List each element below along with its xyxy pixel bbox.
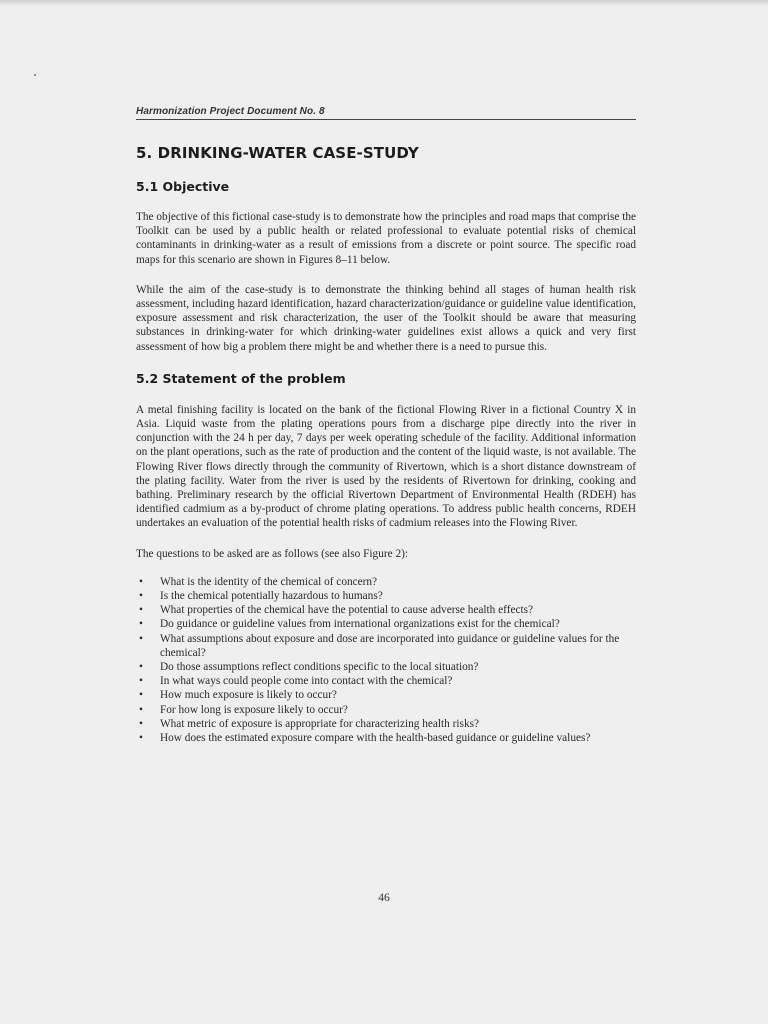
question-text: How much exposure is likely to occur? (160, 689, 337, 702)
bullet-icon: • (139, 675, 143, 688)
question-text: Is the chemical potentially hazardous to humans? (160, 590, 383, 603)
list-item (136, 589, 636, 603)
list-item (136, 731, 636, 745)
question-text: What is the identity of the chemical of concern? (160, 575, 378, 588)
list-item (136, 617, 636, 631)
question-text: Do those assumptions reflect conditions specific to the local situation? (160, 661, 479, 674)
list-item (136, 703, 636, 717)
list-item (136, 632, 636, 660)
bullet-icon: • (139, 618, 143, 631)
bullet-icon: • (139, 732, 143, 745)
document-page (136, 106, 636, 745)
objective-heading: 5.1 Objective (136, 179, 230, 194)
statement-heading: 5.2 Statement of the problem (136, 370, 346, 386)
scan-edge (0, 0, 768, 6)
bullet-icon: • (139, 604, 143, 617)
questions-list (136, 575, 636, 745)
bullet-icon: • (139, 689, 143, 702)
question-text: How does the estimated exposure compare with the health-based guidance or guideline values? (160, 732, 591, 745)
list-item (136, 575, 636, 589)
list-item (136, 688, 636, 702)
question-text: For how long is exposure likely to occur? (160, 703, 348, 716)
bullet-icon: • (139, 632, 143, 645)
list-item (136, 603, 636, 617)
objective-paragraph-2: While the aim of the case-study is to demonstrate the thinking behind all stages of human health risk assessment, including hazard identification, hazard characterization/guidance or guideline value identification, exposure assessment and risk characterization, the user of the Toolkit should be aware that measuring substances in drinking-water for which drinking-water guidelines exist allows a quick and very first assessment of how big a problem there might be and whether there is a need to pursue this. (136, 283, 636, 353)
list-item (136, 674, 636, 688)
question-text: What assumptions about exposure and dose are incorporated into guidance or guideline values for the chemical? (160, 632, 620, 659)
section-title: 5. DRINKING-WATER CASE-STUDY (136, 144, 419, 162)
list-item (136, 717, 636, 731)
running-header: Harmonization Project Document No. 8 (136, 106, 636, 120)
scan-speck (34, 74, 36, 76)
questions-intro: The questions to be asked are as follows (see also Figure 2): (136, 547, 408, 560)
question-text: In what ways could people come into contact with the chemical? (160, 675, 453, 688)
question-text: What metric of exposure is appropriate for characterizing health risks? (160, 717, 479, 730)
page-number: 46 (378, 892, 390, 904)
question-text: What properties of the chemical have the potential to cause adverse health effects? (160, 604, 534, 617)
bullet-icon: • (139, 575, 143, 588)
bullet-icon: • (139, 661, 143, 674)
statement-paragraph: A metal finishing facility is located on the bank of the fictional Flowing River in a fictional Country X in Asia. Liquid waste from the plating operations pours from a discharge pipe directly into the river in conjunction with the 24 h per day, 7 days per week operating schedule of the facility. Additional information on the plant operations, such as the rate of production and the content of the liquid waste, is not available. The Flowing River flows directly through the community of Rivertown, which is a short distance downstream of the plating facility. Water from the river is used by the residents of Rivertown for drinking, cooking and bathing. Preliminary research by the official Rivertown Department of Environmental Health (RDEH) has identified cadmium as a by-product of chrome plating operations. To address public health concerns, RDEH undertakes an evaluation of the potential health risks of cadmium releases into the Flowing River. (136, 403, 636, 530)
objective-paragraph-1: The objective of this fictional case-study is to demonstrate how the principles and road maps that comprise the Toolkit can be used by a public health or related professional to evaluate potential risks of chemical contaminants in drinking-water as a result of emissions from a discrete or point source. The specific road maps for this scenario are shown in Figures 8–11 below. (136, 211, 636, 266)
bullet-icon: • (139, 590, 143, 603)
question-text: Do guidance or guideline values from international organizations exist for the chemical? (160, 618, 560, 631)
list-item (136, 660, 636, 674)
bullet-icon: • (139, 717, 143, 730)
bullet-icon: • (139, 703, 143, 716)
